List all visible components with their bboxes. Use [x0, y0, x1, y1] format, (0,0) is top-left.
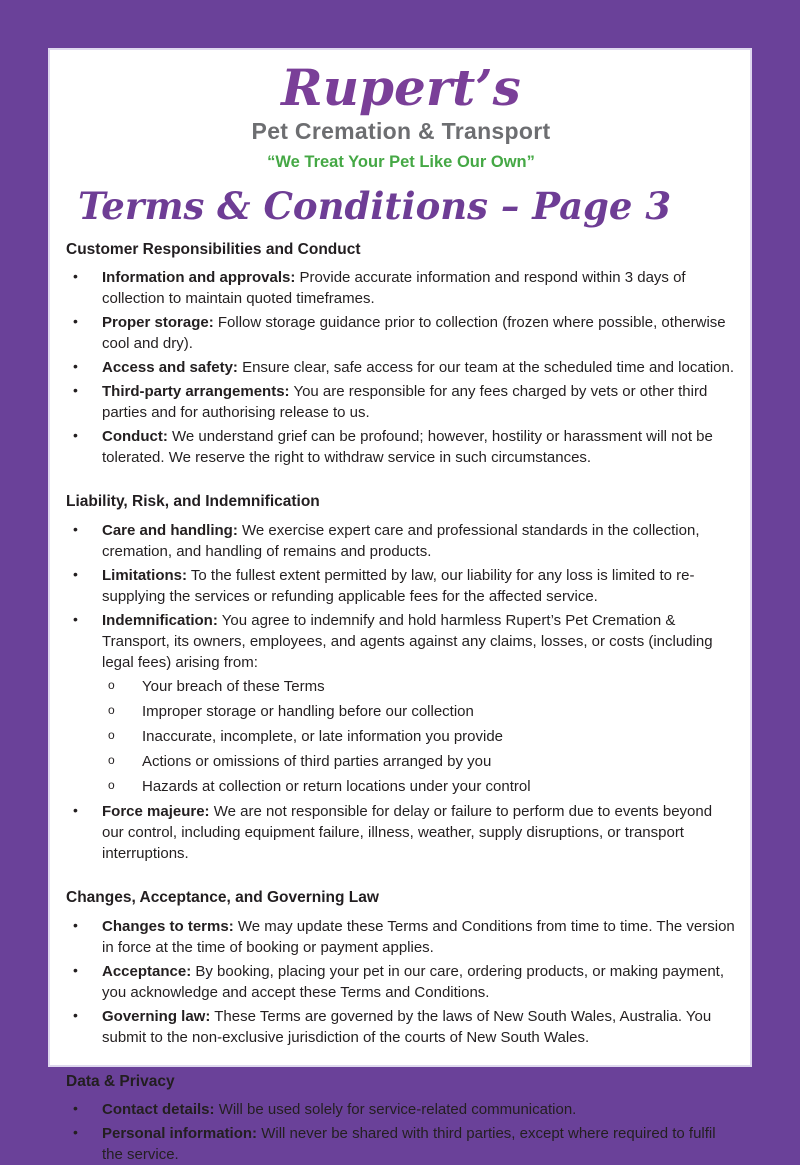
section-heading: Changes, Acceptance, and Governing Law	[66, 889, 379, 907]
section-customer-responsibilities	[66, 239, 736, 469]
term-text: Will never be shared with third parties, except where required to fulfil the service.	[102, 1125, 716, 1164]
list-item	[66, 357, 736, 378]
list-item	[66, 565, 736, 607]
term-label: Third-party arrangements:	[102, 383, 290, 401]
term-label: Force majeure:	[102, 803, 210, 821]
brand-subtitle: Pet Cremation & Transport	[251, 118, 551, 144]
bullet-list	[66, 801, 736, 864]
term-text: Ensure clear, safe access for our team at the scheduled time and location.	[242, 359, 735, 377]
term-label: Limitations:	[102, 567, 187, 585]
list-item	[66, 312, 736, 354]
list-item	[66, 520, 736, 562]
bullet-list	[66, 1099, 736, 1165]
term-text: We exercise expert care and professional standards in the collection, cremation, and handling of remains and products.	[102, 522, 700, 561]
section-heading: Data & Privacy	[66, 1072, 175, 1090]
page-title: Terms & Conditions – Page 3	[78, 184, 672, 228]
list-item	[66, 961, 736, 1003]
term-label: Governing law:	[102, 1007, 211, 1025]
term-text: We understand grief can be profound; however, hostility or harassment will not be tolerated. We reserve the right to withdraw service in such circumstances.	[102, 428, 713, 467]
term-text: These Terms are governed by the laws of New South Wales, Australia. You submit to the non-exclusive jurisdiction of the courts of New South Wales.	[102, 1007, 712, 1046]
bullet-list	[66, 267, 736, 468]
term-text: We are not responsible for delay or failure to perform due to events beyond our control, including equipment failure, illness, weather, supply disruptions, or transport interruptions.	[102, 803, 713, 863]
term-text: Follow storage guidance prior to collection (frozen where possible, otherwise cool and dry).	[102, 314, 726, 353]
section-heading: Liability, Risk, and Indemnification	[66, 493, 320, 511]
sub-list-item: o Improper storage or handling before our collection	[66, 701, 736, 722]
sub-list-item: o Actions or omissions of third parties arranged by you	[66, 751, 736, 772]
list-item	[66, 801, 736, 864]
letterhead	[66, 60, 736, 172]
sub-list-item: o Inaccurate, incomplete, or late information you provide	[66, 726, 736, 747]
term-label: Access and safety:	[102, 359, 238, 377]
term-label: Conduct:	[102, 428, 168, 446]
term-label: Proper storage:	[102, 314, 214, 332]
terms-body	[66, 239, 736, 1165]
term-text: You agree to indemnify and hold harmless Rupert’s Pet Cremation & Transport, its owners, employees, and agents against any claims, losses, or costs (including legal fees) arising from:	[102, 612, 713, 672]
sub-list-item: o Your breach of these Terms	[66, 676, 736, 697]
brand-tagline: “We Treat Your Pet Like Our Own”	[267, 153, 535, 171]
term-label: Indemnification:	[102, 612, 218, 630]
list-item	[66, 1099, 736, 1120]
term-text: Provide accurate information and respond within 3 days of collection to maintain quoted timeframes.	[102, 269, 686, 308]
list-item	[66, 381, 736, 423]
brand-name: Rupert’s	[281, 58, 521, 117]
list-item	[66, 267, 736, 309]
sub-bullet-list	[66, 676, 736, 797]
list-item	[66, 916, 736, 958]
bullet-list	[66, 916, 736, 1048]
term-label: Contact details:	[102, 1101, 215, 1119]
term-label: Personal information:	[102, 1125, 258, 1143]
term-label: Care and handling:	[102, 522, 238, 540]
term-text: Will be used solely for service-related communication.	[218, 1101, 577, 1119]
sub-list-item: o Hazards at collection or return locations under your control	[66, 776, 736, 797]
list-item	[66, 1123, 736, 1165]
section-data-privacy	[66, 1071, 736, 1165]
term-label: Acceptance:	[102, 962, 192, 980]
term-text: By booking, placing your pet in our care, ordering products, or making payment, you acknowledge and accept these Terms and Conditions.	[102, 962, 724, 1001]
document-page	[48, 48, 752, 1164]
list-item	[66, 426, 736, 468]
list-item	[66, 1006, 736, 1048]
term-label: Information and approvals:	[102, 269, 296, 287]
section-liability-risk-indemnification	[66, 491, 736, 864]
bullet-list	[66, 520, 736, 673]
term-text: You are responsible for any fees charged by vets or other third parties and for authorising release to us.	[102, 383, 708, 422]
term-text: To the fullest extent permitted by law, our liability for any loss is limited to re-supplying the services or refunding applicable fees for the affected service.	[102, 567, 695, 606]
term-label: Changes to terms:	[102, 917, 234, 935]
section-changes-acceptance-governing-law	[66, 887, 736, 1048]
list-item	[66, 610, 736, 673]
section-heading: Customer Responsibilities and Conduct	[66, 240, 361, 258]
term-text: We may update these Terms and Conditions from time to time. The version in force at the time of booking or payment applies.	[102, 917, 735, 956]
